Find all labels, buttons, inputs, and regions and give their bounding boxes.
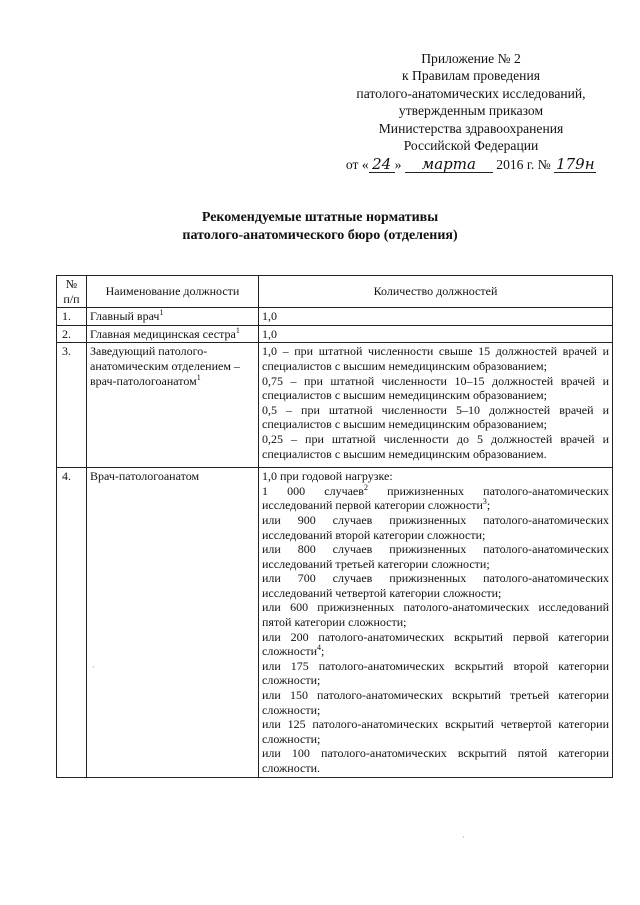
handwritten-order-number: 179н xyxy=(556,155,595,174)
row-num: 1. xyxy=(57,308,87,326)
appendix-line: Министерства здравоохранения xyxy=(378,120,564,136)
row-name: Главный врач$^1$ xyxy=(87,308,259,326)
appendix-line: Приложение № 2 xyxy=(421,51,521,66)
date-mid: » xyxy=(394,157,402,173)
handwritten-day: 24 xyxy=(369,157,395,173)
row-num: 4. xyxy=(57,468,87,777)
date-year: 2016 г. № xyxy=(496,157,551,173)
appendix-header xyxy=(330,50,612,174)
row-qty: 1,0 при годовой нагрузке: 1 000 случаев$^2$ прижизненных патолого-анатомических исследований первой категории сложности$^3$; или 900 случаев прижизненных патолого-анатомических исследований второй категории сложности; или 800 случаев прижизненных патолого-анатомических исследований третьей категории сложности; или 700 случаев прижизненных патолого-анатомических исследований четвертой категории сложности; или 600 прижизненных патолого-анатомических исследований пятой категории сложности; или 200 патолого-анатомических вскрытий первой категории сложности$^4$; или 175 патолого-анатомических вскрытий второй категории сложности; или 150 патолого-анатомических вскрытий третьей категории сложности; или 125 патолого-анатомических вскрытий четвертой категории сложности; или 100 патолого-анатомических вскрытий пятой категории сложности. xyxy=(259,468,613,777)
row-num: 3. xyxy=(57,343,87,468)
handwritten-month: марта xyxy=(405,157,493,173)
row-name: Заведующий патолого-анатомическим отделением – врач-патологоанатом$^1$ xyxy=(87,343,259,468)
row-qty: 1,0 xyxy=(259,325,613,343)
document-title xyxy=(0,209,640,245)
table-row xyxy=(57,468,613,777)
appendix-line: утвержденным приказом xyxy=(398,103,544,119)
header-name: Наименование должности xyxy=(87,276,259,308)
scan-speck: · xyxy=(92,662,95,672)
row-qty: 1,0 xyxy=(259,308,613,326)
title-line: Рекомендуемые штатные нормативы xyxy=(201,210,439,225)
table-header-row xyxy=(57,276,613,308)
row-name: Главная медицинская сестра$^1$ xyxy=(87,325,259,343)
header-num: № п/п xyxy=(57,276,87,308)
row-qty: 1,0 – при штатной численности свыше 15 должностей врачей и специалистов с высшим немедицинским образованием; 0,75 – при штатной численности 10–15 должностей врачей и специалистов с высшим немедицинским образованием; 0,5 – при штатной численности 5–10 должностей врачей и специалистов с высшим немедицинским образованием; 0,25 – при штатной численности до 5 должностей врачей и специалистов с высшим немедицинским образованием. xyxy=(259,343,613,468)
order-date-line xyxy=(330,156,612,173)
header-qty: Количество должностей xyxy=(259,276,613,308)
scan-speck: · xyxy=(462,832,465,842)
staffing-table xyxy=(56,275,613,778)
title-line: патолого-анатомического бюро (отделения) xyxy=(182,228,458,243)
date-prefix: от « xyxy=(345,157,369,173)
appendix-line: Российской Федерации xyxy=(403,138,539,154)
table-row xyxy=(57,308,613,326)
appendix-line: патолого-анатомических исследований, xyxy=(356,85,586,101)
appendix-line: к Правилам проведения xyxy=(402,68,540,84)
table-row xyxy=(57,343,613,468)
row-name: Врач-патологоанатом xyxy=(87,468,259,777)
row-num: 2. xyxy=(57,325,87,343)
table-row xyxy=(57,325,613,343)
